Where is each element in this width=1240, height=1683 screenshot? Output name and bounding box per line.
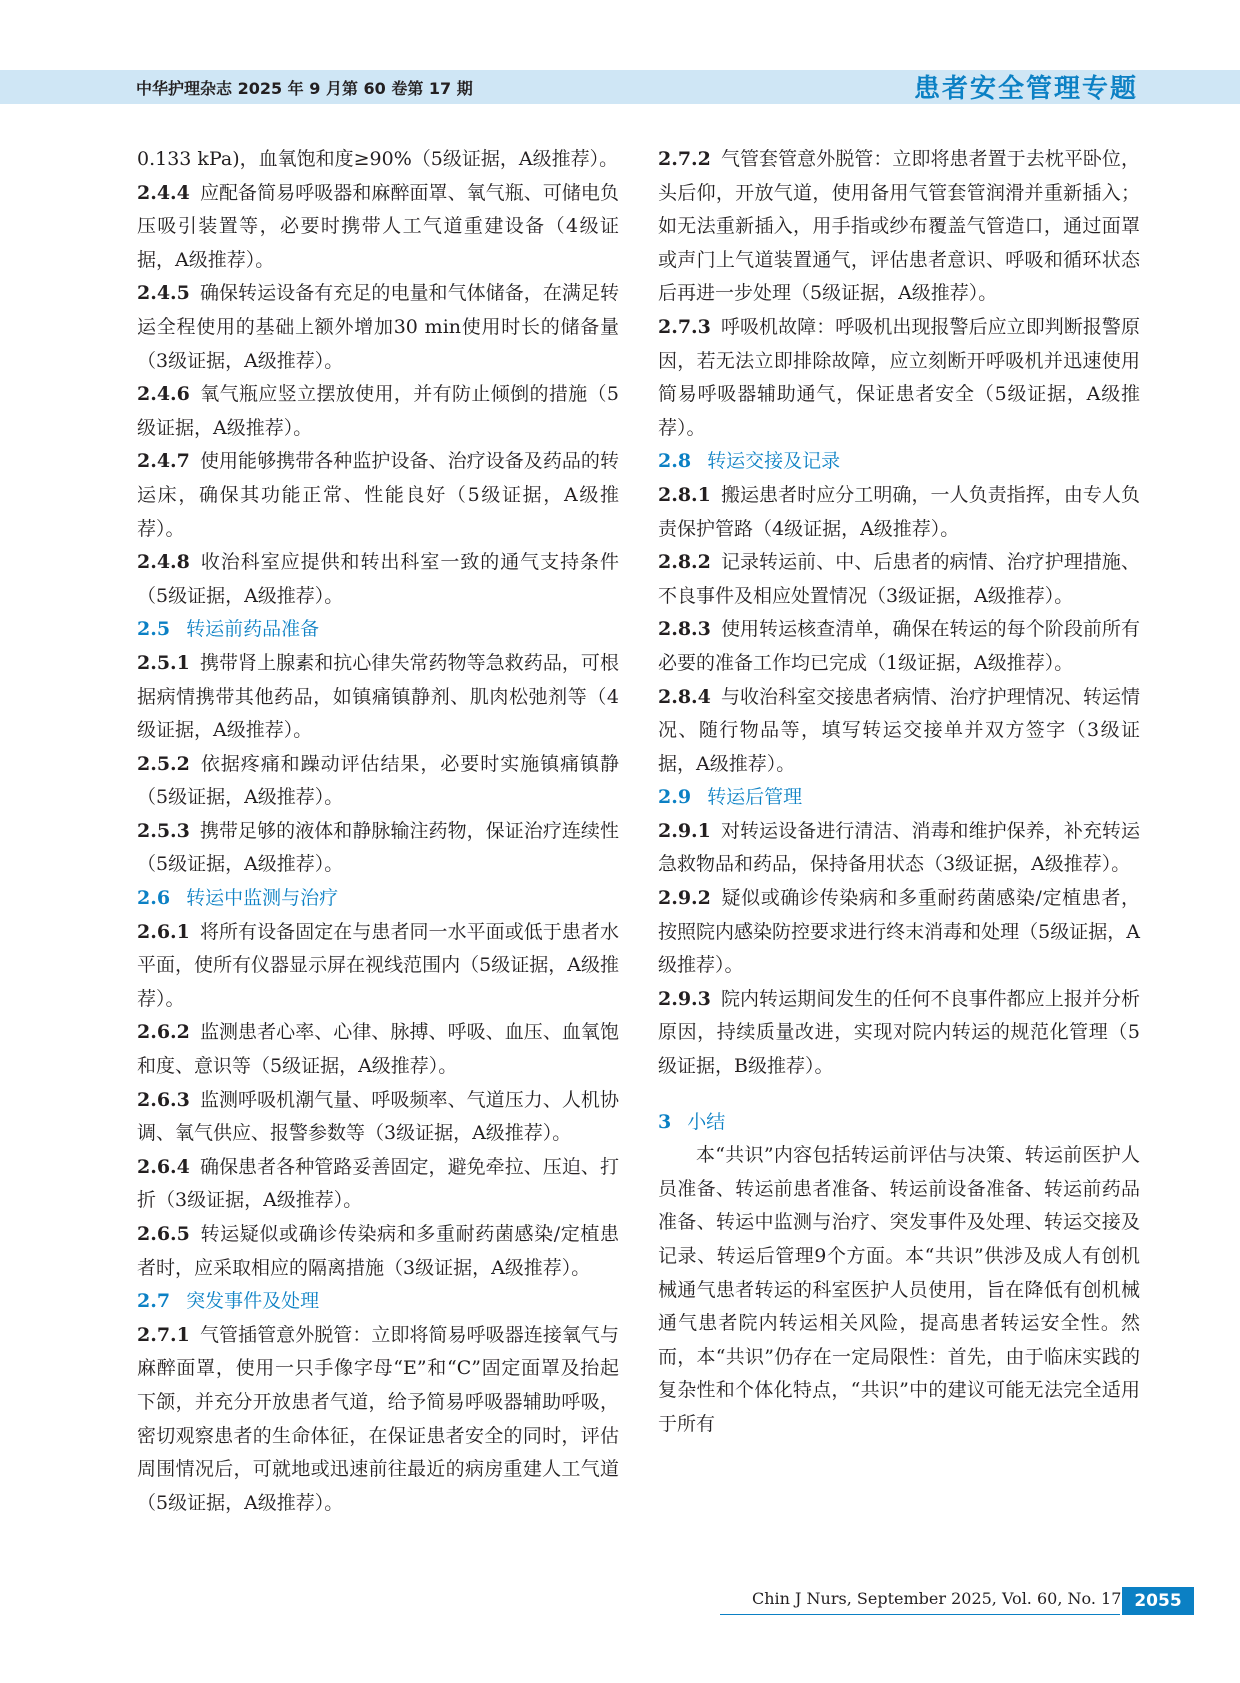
topic-title: 患者安全管理专题 [913, 74, 1138, 104]
item-text: 依据疼痛和躁动评估结果，必要时实施镇痛镇静（5级证据，A级推荐）。 [137, 752, 619, 809]
item-text: 收治科室应提供和转出科室一致的通气支持条件（5级证据，A级推荐）。 [137, 551, 619, 607]
item-text: 院内转运期间发生的任何不良事件都应上报并分析原因，持续质量改进，实现对院内转运的规范化管理（5级证据，B级推荐）。 [658, 987, 1140, 1078]
item-text: 转运疑似或确诊传染病和多重耐药菌感染/定植患者时，应采取相应的隔离措施（3级证据，A级推荐）。 [137, 1223, 619, 1279]
item-text: 监测呼吸机潮气量、呼吸频率、气道压力、人机协调、氧气供应、报警参数等（3级证据，A级推荐）。 [137, 1088, 619, 1145]
left-column [137, 143, 619, 1520]
item-text: 气管插管意外脱管：立即将简易呼吸器连接氧气与麻醉面罩，使用一只手像字母“E”和“C”固定面罩及抬起下颌，并充分开放患者气道，给予简易呼吸器辅助呼吸，密切观察患者的生命体征，在保证患者安全的同时，评估周围情况后，可就地或迅速前往最近的病房重建人工气道（5级证据，A级推荐）。 [137, 1323, 619, 1514]
item-number: 2.4.5 [137, 282, 190, 305]
item-number: 2.9.1 [658, 819, 711, 842]
item-text: 本“共识”内容包括转运前评估与决策、转运前医护人员准备、转运前患者准备、转运前设备准备、转运前药品准备、转运中监测与治疗、突发事件及处理、转运交接及记录、转运后管理9个方面。本“共识”供涉及成人有创机械通气患者转运的科室医护人员使用，旨在降低有创机械通气患者院内转运相关风险，提高患者转运安全性。然而，本“共识”仍存在一定局限性：首先，由于临床实践的复杂性和个体化特点，“共识”中的建议可能无法完全适用于所有 [658, 1144, 1140, 1435]
paragraph [137, 445, 619, 546]
section-title: 转运中监测与治疗 [186, 887, 339, 910]
item-number: 2.4.4 [137, 181, 190, 204]
item-text: 携带足够的液体和静脉输注药物，保证治疗连续性（5级证据，A级推荐）。 [137, 819, 619, 876]
item-number: 2.8.3 [658, 618, 711, 641]
paragraph [137, 1218, 619, 1285]
item-number: 3 [658, 1110, 672, 1133]
item-number: 2.5 [137, 618, 171, 641]
paragraph [137, 916, 619, 1017]
item-number: 2.5.3 [137, 819, 190, 842]
item-number: 2.6.1 [137, 920, 190, 943]
paragraph [137, 1151, 619, 1218]
item-text: 携带肾上腺素和抗心律失常药物等急救药品，可根据病情携带其他药品，如镇痛镇静剂、肌肉松弛剂等（4级证据，A级推荐）。 [137, 651, 619, 742]
item-number: 2.9.2 [658, 887, 711, 910]
item-number: 2.4.6 [137, 383, 190, 406]
item-text: 疑似或确诊传染病和多重耐药菌感染/定植患者，按照院内感染防控要求进行终末消毒和处理（5级证据，A级推荐）。 [658, 887, 1140, 977]
item-number: 2.6.4 [137, 1155, 190, 1178]
item-number: 2.7.1 [137, 1323, 190, 1346]
paragraph [137, 143, 619, 177]
section-heading [658, 445, 1140, 479]
item-text: 应配备简易呼吸器和麻醉面罩、氧气瓶、可储电负压吸引装置等，必要时携带人工气道重建设备（4级证据，A级推荐）。 [137, 181, 619, 271]
paragraph [658, 613, 1140, 680]
item-number: 2.8 [658, 450, 692, 473]
paragraph [137, 748, 619, 815]
paragraph [658, 311, 1140, 445]
paragraph [137, 1319, 619, 1521]
paragraph [658, 983, 1140, 1084]
right-column [658, 143, 1140, 1442]
item-number: 2.8.1 [658, 483, 711, 506]
footer-rule [720, 1614, 1120, 1615]
section-heading [658, 1106, 1140, 1140]
paragraph [658, 143, 1140, 311]
item-number: 2.7.3 [658, 315, 711, 338]
paragraph [137, 1016, 619, 1083]
section-heading [137, 613, 619, 647]
item-text: 气管套管意外脱管：立即将患者置于去枕平卧位，头后仰，开放气道，使用备用气管套管润滑并重新插入；如无法重新插入，用手指或纱布覆盖气管造口，通过面罩或声门上气道装置通气，评估患者意识、呼吸和循环状态后再进一步处理（5级证据，A级推荐）。 [658, 148, 1140, 305]
journal-header: 中华护理杂志 2025 年 9 月第 60 卷第 17 期 [136, 79, 473, 98]
footer-citation: Chin J Nurs, September 2025, Vol. 60, No. 17 [752, 1589, 1122, 1608]
item-text: 监测患者心率、心律、脉搏、呼吸、血压、血氧饱和度、意识等（5级证据，A级推荐）。 [137, 1021, 619, 1078]
paragraph [137, 647, 619, 748]
section-title: 转运交接及记录 [707, 450, 841, 473]
item-text: 确保患者各种管路妥善固定，避免牵拉、压迫、打折（3级证据，A级推荐）。 [137, 1155, 619, 1212]
item-number: 2.6.2 [137, 1021, 190, 1044]
paragraph [137, 1084, 619, 1151]
paragraph [658, 681, 1140, 782]
item-number: 2.9 [658, 786, 692, 809]
section-title: 转运后管理 [707, 786, 803, 809]
item-text: 使用转运核查清单，确保在转运的每个阶段前所有必要的准备工作均已完成（1级证据，A级推荐）。 [658, 618, 1140, 674]
item-number: 2.8.2 [658, 551, 711, 574]
item-number: 2.6.5 [137, 1223, 190, 1245]
paragraph [137, 277, 619, 378]
paragraph [137, 378, 619, 445]
item-number: 2.6 [137, 887, 171, 910]
item-number: 2.7 [137, 1290, 171, 1313]
section-heading [137, 1285, 619, 1319]
paragraph [658, 815, 1140, 882]
section-title: 转运前药品准备 [186, 618, 320, 641]
paragraph [137, 546, 619, 613]
paragraph [658, 1139, 1140, 1441]
page-number: 2055 [1122, 1587, 1194, 1615]
item-text: 搬运患者时应分工明确，一人负责指挥，由专人负责保护管路（4级证据，A级推荐）。 [658, 483, 1140, 540]
item-text: 呼吸机故障：呼吸机出现报警后应立即判断报警原因，若无法立即排除故障，应立刻断开呼吸机并迅速使用简易呼吸器辅助通气，保证患者安全（5级证据，A级推荐）。 [658, 315, 1140, 439]
item-number: 2.8.4 [658, 685, 711, 708]
item-number: 2.4.7 [137, 450, 190, 473]
item-text: 确保转运设备有充足的电量和气体储备，在满足转运全程使用的基础上额外增加30 min使用时长的储备量（3级证据，A级推荐）。 [137, 282, 619, 372]
item-number: 2.7.2 [658, 148, 711, 170]
item-text: 将所有设备固定在与患者同一水平面或低于患者水平面，使所有仪器显示屏在视线范围内（5级证据，A级推荐）。 [137, 920, 619, 1010]
paragraph [658, 479, 1140, 546]
item-text: 氧气瓶应竖立摆放使用，并有防止倾倒的措施（5级证据，A级推荐）。 [137, 383, 619, 439]
item-number: 2.6.3 [137, 1088, 190, 1111]
item-number: 2.5.1 [137, 651, 190, 674]
section-title: 小结 [687, 1110, 726, 1133]
item-text: 使用能够携带各种监护设备、治疗设备及药品的转运床，确保其功能正常、性能良好（5级证据，A级推荐）。 [137, 450, 619, 540]
paragraph [137, 177, 619, 278]
item-text: 记录转运前、中、后患者的病情、治疗护理措施、不良事件及相应处置情况（3级证据，A级推荐）。 [658, 551, 1140, 607]
item-number: 2.9.3 [658, 987, 711, 1010]
item-text: 与收治科室交接患者病情、治疗护理情况、转运情况、随行物品等，填写转运交接单并双方签字（3级证据，A级推荐）。 [658, 685, 1140, 775]
paragraph [658, 882, 1140, 983]
item-number: 2.5.2 [137, 752, 190, 775]
section-heading [658, 781, 1140, 815]
section-title: 突发事件及处理 [186, 1290, 320, 1313]
item-number: 2.4.8 [137, 551, 190, 574]
section-heading [137, 882, 619, 916]
paragraph [658, 546, 1140, 613]
paragraph [137, 815, 619, 882]
item-text: 0.133 kPa)，血氧饱和度≥90%（5级证据，A级推荐）。 [137, 148, 619, 170]
item-text: 对转运设备进行清洁、消毒和维护保养，补充转运急救物品和药品，保持备用状态（3级证据，A级推荐）。 [658, 819, 1140, 876]
